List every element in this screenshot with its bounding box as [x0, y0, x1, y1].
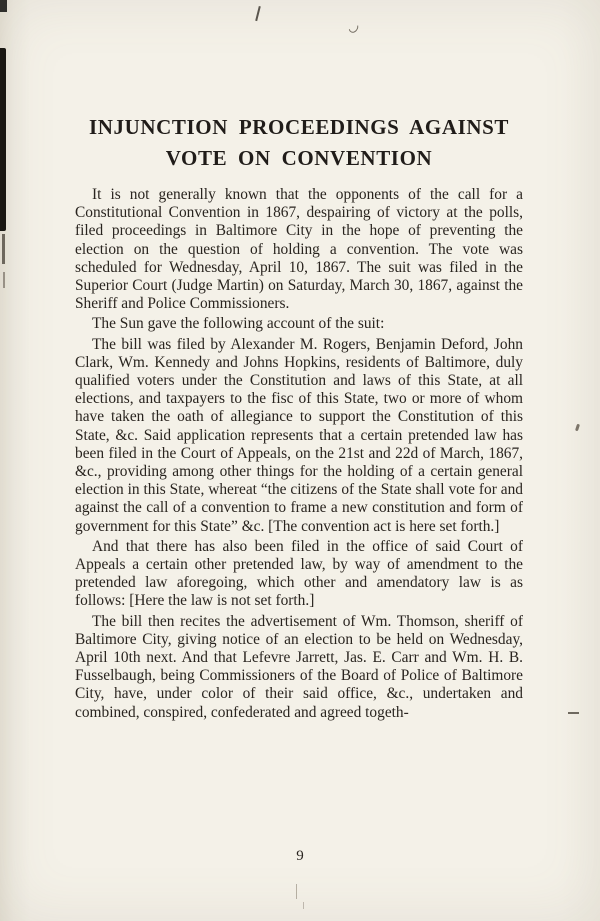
- scan-artifact-right-dash: [568, 712, 579, 714]
- scan-artifact-bottom-line: [296, 884, 297, 899]
- paragraph-sun-account: The Sun gave the following account of the suit:: [92, 315, 385, 333]
- scan-artifact-right-speck: [575, 424, 580, 432]
- paragraph-bill-filed: The bill was filed by Alexander M. Rogers, Benjamin Deford, John Clark, Wm. Kennedy and Johns Hopkins, residents of Baltimore, duly qualified voters under the Constitution and laws of this State, at all elections, and taxpayers to the fisc of this State, two or more of whom have taken the oath of allegiance to support the Constitution of this State, &c. Said application represents that a certain pretended law has been filed in the Court of Appeals, on the 21st and 22d of March, 1867, &c., providing among other things for the holding of a certain general election in this State, whereat “the citizens of the State shall vote for and against the call of a convention to frame a new constitution and form of government for this State” &c. [The convention act is here set forth.]: [75, 335, 523, 535]
- page-title-line2: VOTE ON CONVENTION: [165, 146, 433, 170]
- scan-artifact-top-slash: [255, 6, 260, 21]
- paragraph-intro: It is not generally known that the opponents of the call for a Constitutional Convention in 1867, despairing of victory at the polls, filed proceedings in Baltimore City in the hope of preventing the election on the question of holding a convention. The vote was scheduled for Wednesday, April 10, 1867. The suit was filed in the Superior Court (Judge Martin) on Saturday, March 30, 1867, against the Sheriff and Police Commissioners.: [75, 186, 523, 313]
- scan-artifact-binding-mark-light: [3, 272, 5, 288]
- scan-artifact-squiggle: [347, 20, 360, 34]
- page-title-line1: INJUNCTION PROCEEDINGS AGAINST: [88, 115, 510, 139]
- page-title: [75, 112, 523, 174]
- scan-artifact-binding-mark: [2, 234, 5, 264]
- paragraph-advertisement: The bill then recites the advertisement of Wm. Thomson, sheriff of Baltimore City, giving notice of an election to be held on Wednesday, April 10th next. And that Lefevre Jarrett, Jas. E. Carr and Wm. H. B. Fusselbaugh, being Commissioners of the Board of Police of Baltimore City, have, under color of their said office, &c., undertaken and combined, conspired, confederated and agreed togeth-: [75, 612, 523, 721]
- paragraph-amendment: And that there has also been filed in the office of said Court of Appeals a certain other pretended law, by way of amendment to the pretended law aforegoing, which other and amendatory law is as follows: [Here the law is not set forth.]: [75, 537, 523, 610]
- scan-artifact-binding-bar: [0, 48, 6, 231]
- page-number: 9: [296, 848, 304, 864]
- page-body: [75, 112, 523, 724]
- scan-artifact-bottom-dot: [303, 902, 304, 909]
- scan-artifact-corner: [0, 0, 7, 12]
